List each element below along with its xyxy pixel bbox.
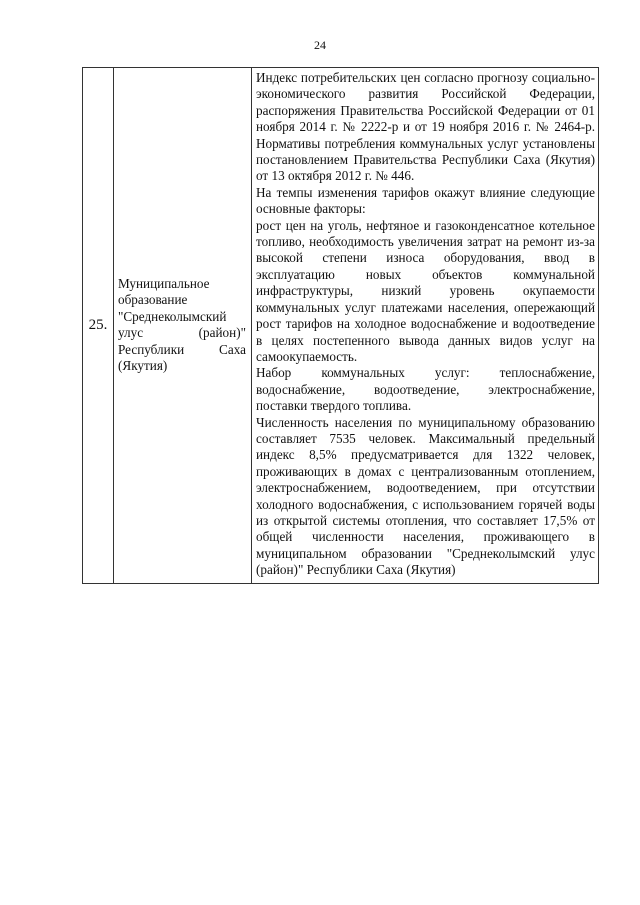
tariff-table [82,67,599,584]
description-cell [252,68,599,584]
row-number: 25. [83,68,114,584]
paragraph-cpi: Индекс потребительских цен согласно прогнозу социально-экономического развития Российской Федерации, распоряжения Правительства Российской Федерации от 01 ноября 2014 г. № 2222-р и от 19 ноября 2016 г. № 2464-р. Нормативы потребления коммунальных услуг установлены постановлением Правительства Республики Саха (Якутия) от 13 октября 2012 г. № 446. [256,70,595,184]
paragraph-factors-intro: На темпы изменения тарифов окажут влияние следующие основные факторы: [256,184,595,217]
paragraph-population: Численность населения по муниципальному образованию составляет 7535 человек. Максимальный предельный индекс 8,5% предусматривается для 1322 человек, проживающих в домах с централизованным отоплением, электроснабжением, водоотведением, при отсутствии холодного водоснабжения, с использованием горячей воды из открытой системы отопления, что составляет 17,5% от общей численности населения, проживающего в муниципальном образовании "Среднеколымский улус (район)" Республики Саха (Якутия) [256,414,595,578]
municipality-cell [114,68,252,584]
page-number: 24 [314,38,326,52]
paragraph-services: Набор коммунальных услуг: теплоснабжение, водоснабжение, водоотведение, электроснабжение, поставки твердого топлива. [256,365,595,414]
municipality-name: Муниципальное образование "Среднеколымский улус (район)" Республики Саха (Якутия) [118,276,246,374]
table-row [83,68,599,584]
paragraph-factors: рост цен на уголь, нефтяное и газоконденсатное котельное топливо, необходимость увеличения затрат на ремонт из-за высокой степени износа оборудования, ввод в эксплуатацию новых объектов коммунальной инфраструктуры, низкий уровень окупаемости коммунальных услуг платежами населения, опережающий рост тарифов на холодное водоснабжение и водоотведение в целях постепенного вывода данных видов услуг на самоокупаемость. [256,217,595,364]
